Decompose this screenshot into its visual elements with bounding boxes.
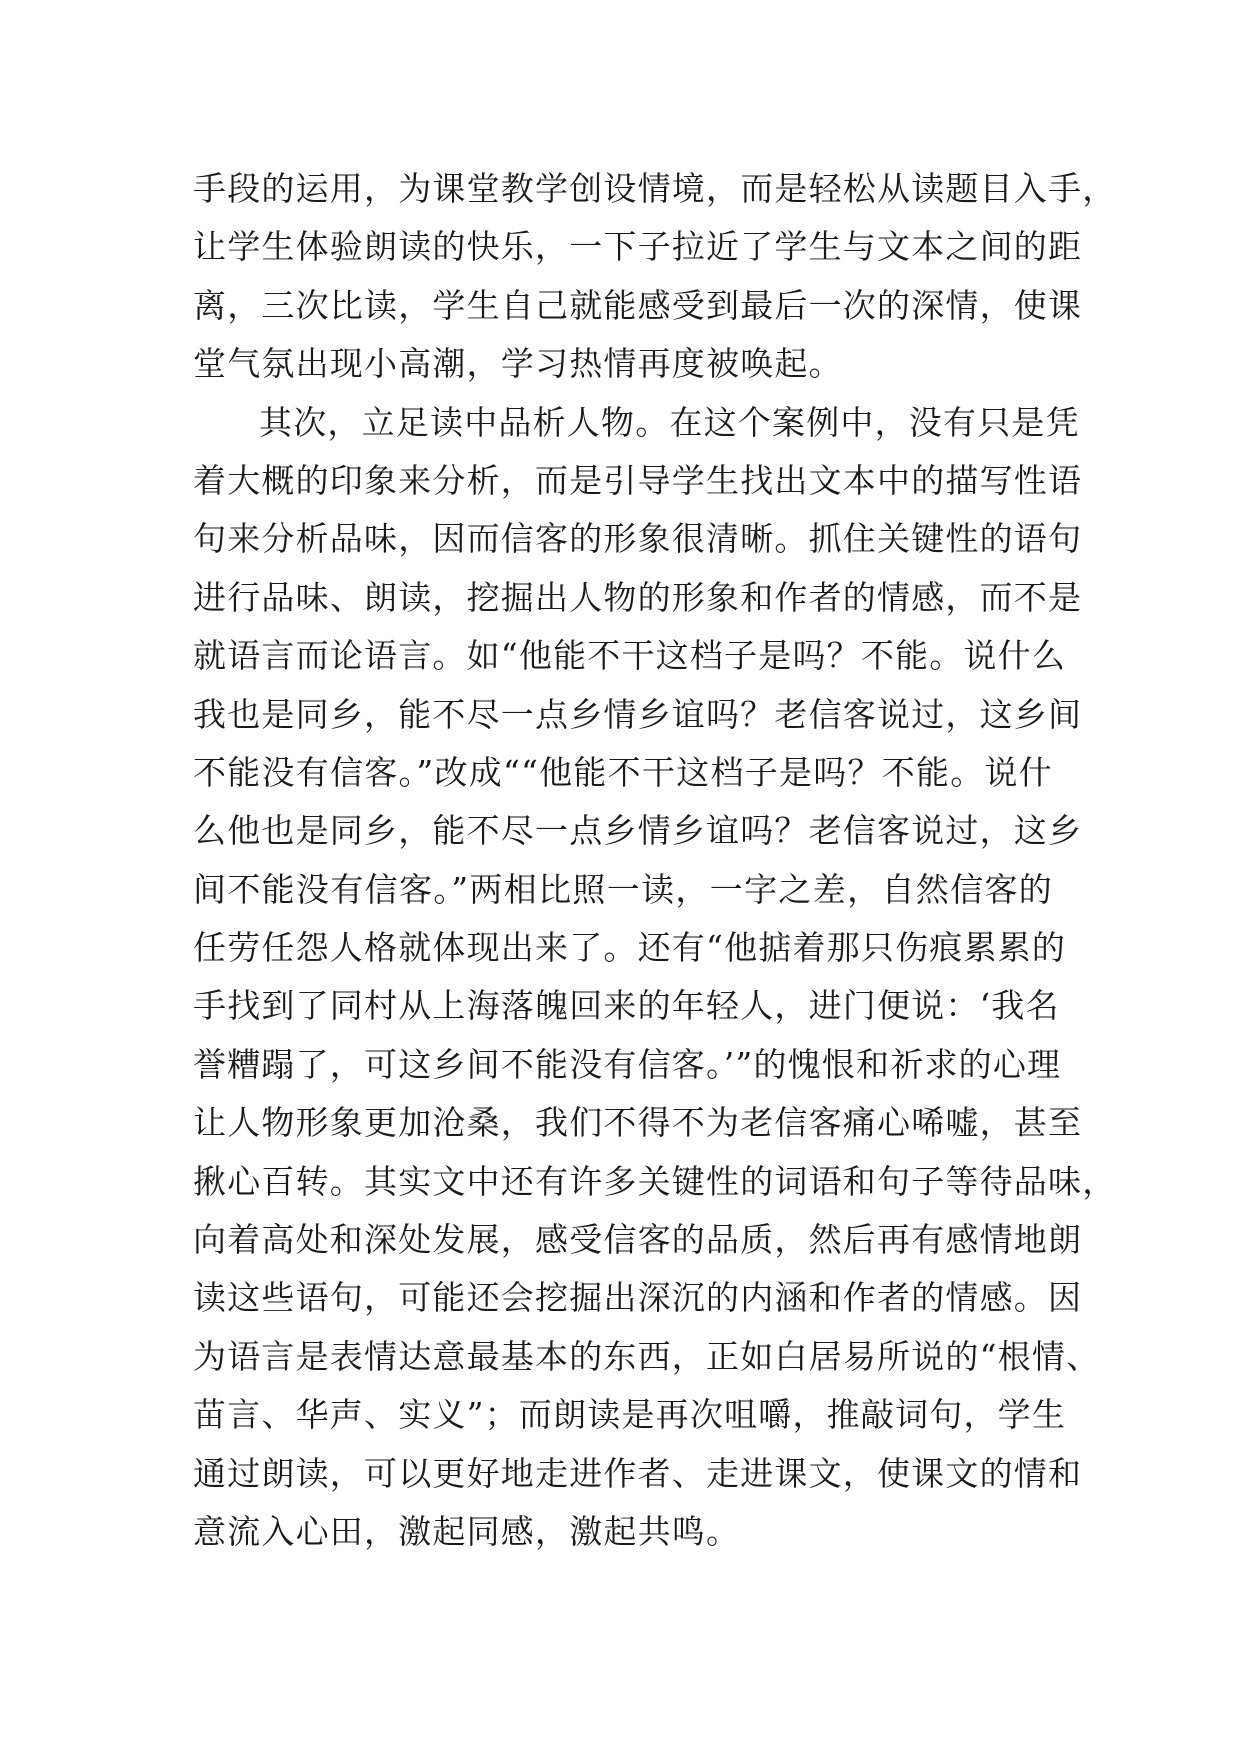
paragraph-line: 着大概的印象来分析，而是引导学生找出文本中的描写性语 — [193, 460, 1083, 500]
paragraph-first-line: 其次，立足读中品析人物。在这个案例中，没有只是凭 — [259, 402, 1080, 442]
paragraph-line: 堂气氛出现小高潮，学习热情再度被唤起。 — [193, 344, 843, 384]
paragraph-line: 么他也是同乡，能不尽一点乡情乡谊吗？老信客说过，这乡 — [193, 811, 1083, 851]
paragraph-line: 就语言而论语言。如“他能不干这档子是吗？不能。说什么 — [193, 636, 1067, 676]
paragraph-line: 我也是同乡，能不尽一点乡情乡谊吗？老信客说过，这乡间 — [193, 694, 1083, 734]
paragraph-line: 意流入心田，激起同感，激起共鸣。 — [193, 1511, 741, 1551]
paragraph-line: 任劳任怨人格就体现出来了。还有“他掂着那只伤痕累累的 — [193, 928, 1067, 968]
paragraph-line: 进行品味、朗读，挖掘出人物的形象和作者的情感，而不是 — [193, 577, 1083, 617]
paragraph-line: 句来分析品味，因而信客的形象很清晰。抓住关键性的语句 — [193, 519, 1083, 559]
paragraph-line: 为语言是表情达意最基本的东西，正如白居易所说的“根情、 — [193, 1336, 1101, 1376]
paragraph-line: 向着高处和深处发展，感受信客的品质，然后再有感情地朗 — [193, 1220, 1083, 1260]
paragraph-line: 让人物形象更加沧桑，我们不得不为老信客痛心唏嘘，甚至 — [193, 1103, 1083, 1143]
paragraph-line: 誉糟蹋了，可这乡间不能没有信客。’”的愧恨和祈求的心理 — [193, 1044, 1062, 1084]
paragraph-line: 苗言、华声、实义”；而朗读是再次咀嚼，推敲词句，学生 — [193, 1395, 1067, 1435]
body-text — [193, 160, 1117, 1561]
paragraph-line: 不能没有信客。”改成““他能不干这档子是吗？不能。说什 — [193, 752, 1053, 792]
paragraph-line: 手段的运用，为课堂教学创设情境，而是轻松从读题目入手， — [193, 169, 1117, 208]
paragraph-line: 离，三次比读，学生自己就能感受到最后一次的深情，使课 — [193, 285, 1083, 325]
paragraph-line: 手找到了同村从上海落魄回来的年轻人，进门便说：‘我名 — [193, 986, 1060, 1026]
paragraph-line: 让学生体验朗读的快乐，一下子拉近了学生与文本之间的距 — [193, 227, 1083, 267]
paragraph-line: 读这些语句，可能还会挖掘出深沉的内涵和作者的情感。因 — [193, 1278, 1083, 1318]
paragraph-line: 间不能没有信客。”两相比照一读，一字之差，自然信客的 — [193, 869, 1053, 909]
paragraph-line: 揪心百转。其实文中还有许多关键性的词语和句子等待品味， — [193, 1161, 1117, 1201]
paragraph-line: 通过朗读，可以更好地走进作者、走进课文，使课文的情和 — [193, 1453, 1083, 1493]
